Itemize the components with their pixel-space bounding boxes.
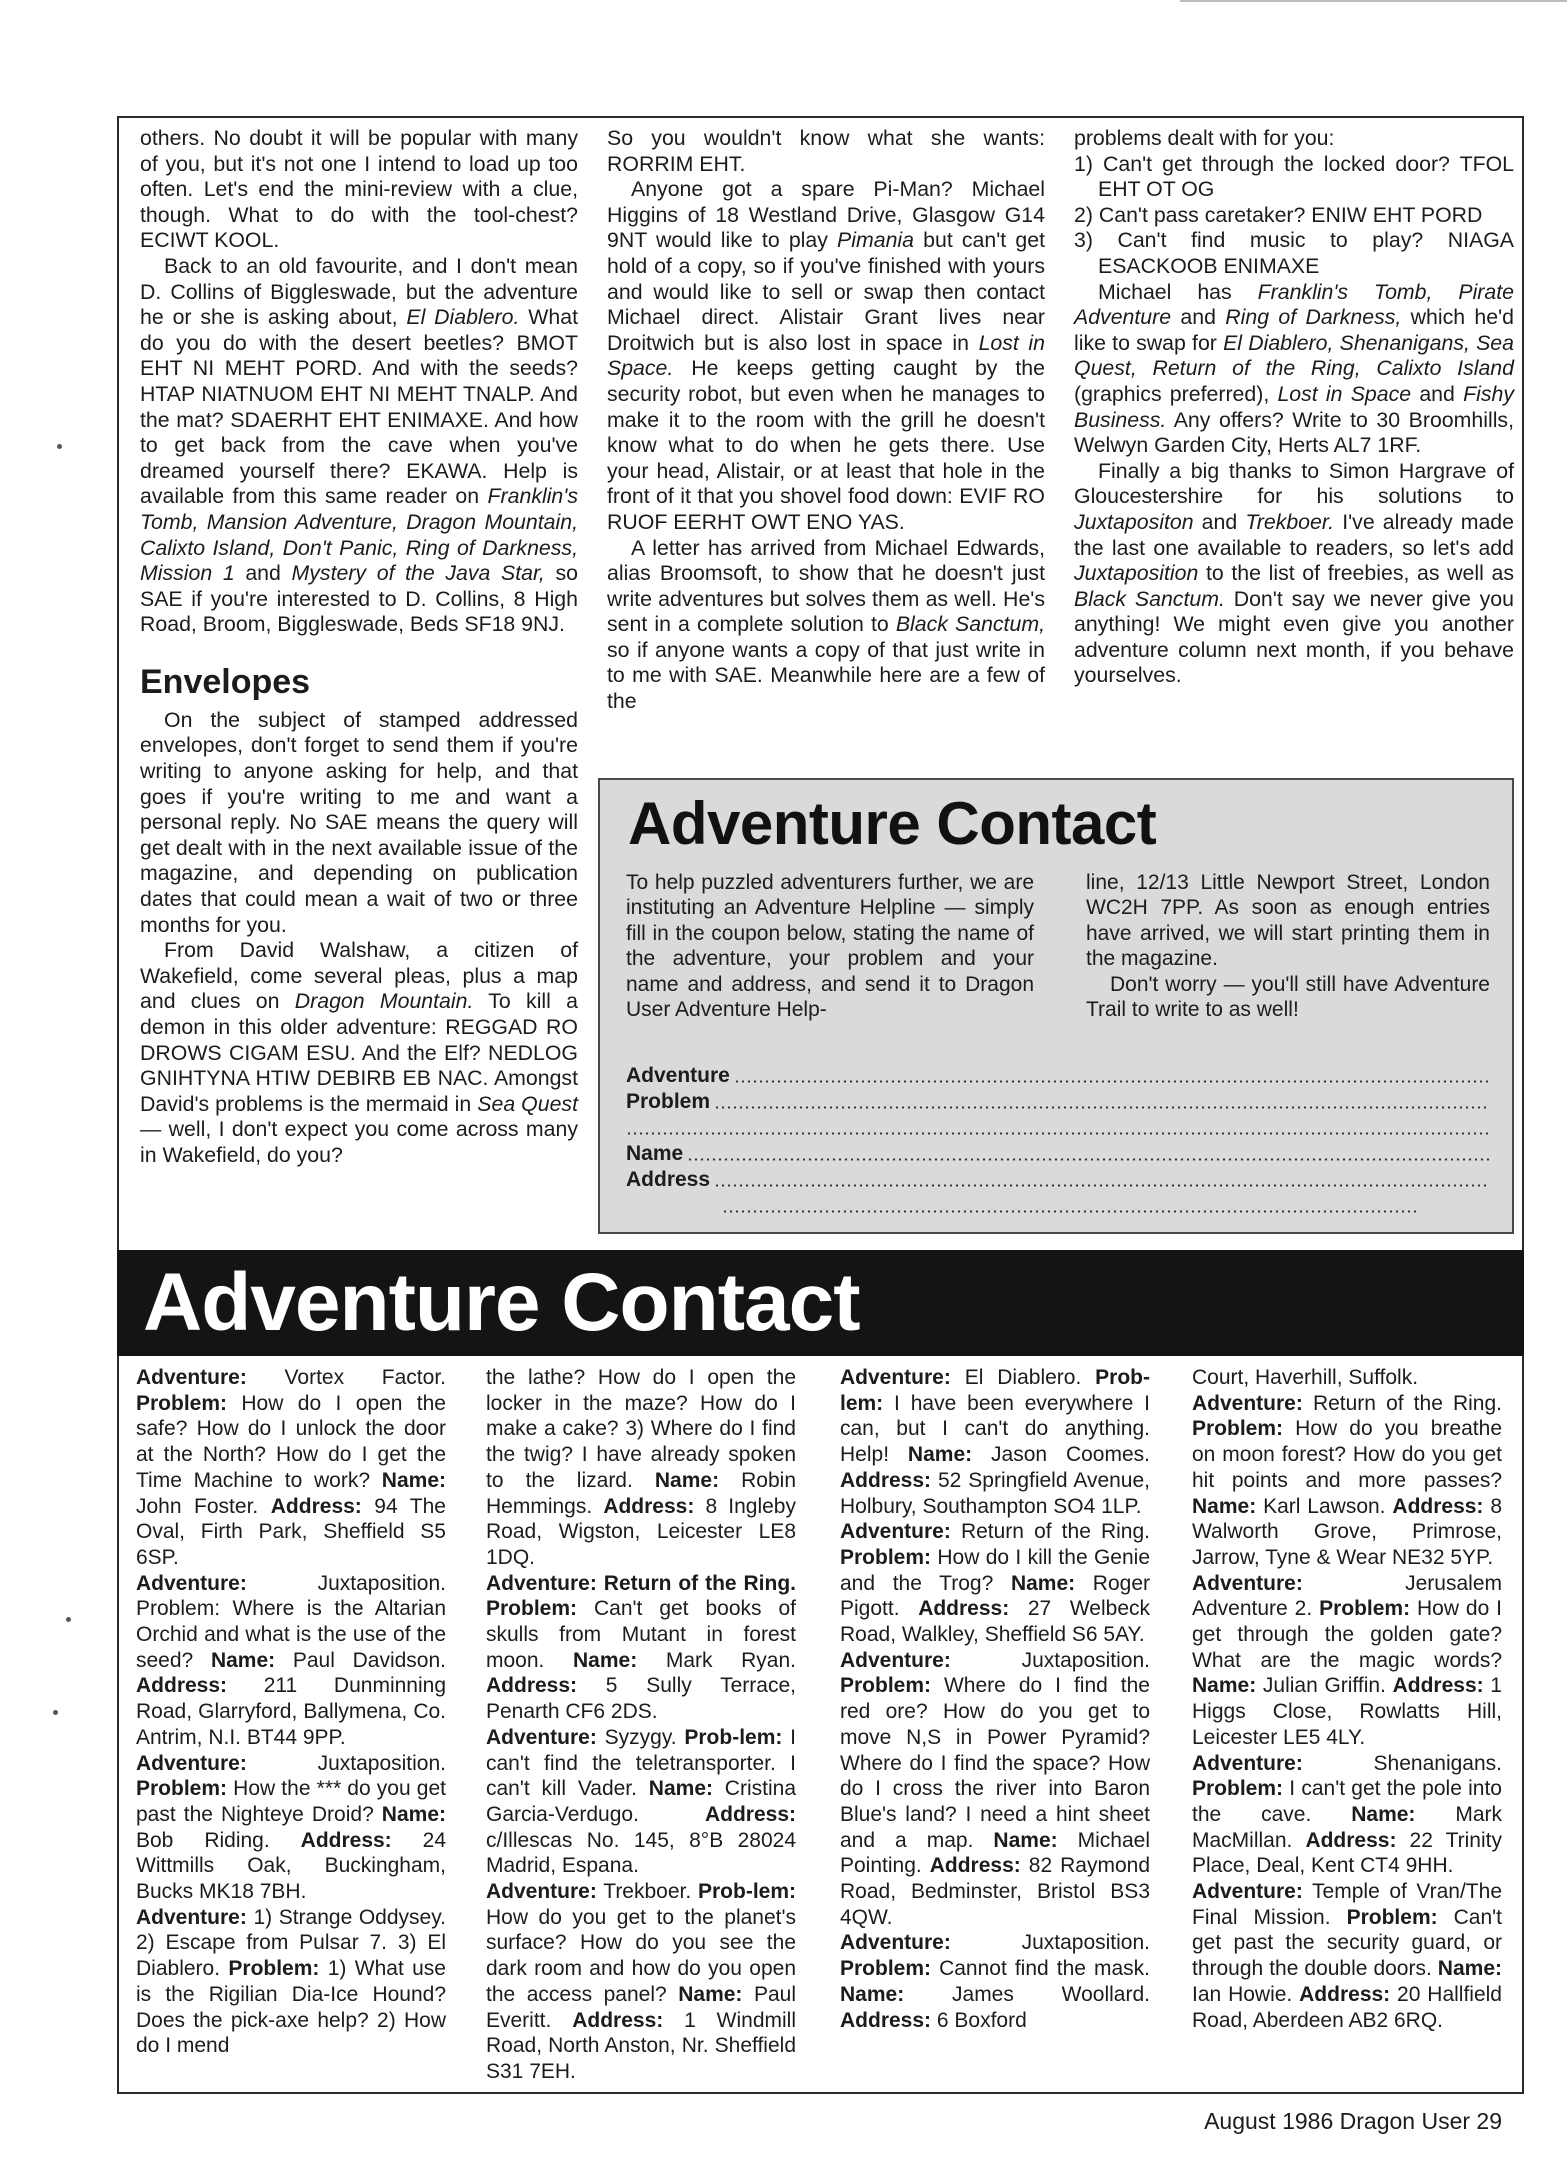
list-item: Adventure: Return of the Ring. Problem: How do you breathe on moon forest? How do you get hit points and more passes? Name: Karl Lawson. Address: 8 Walworth Grove, Primrose, Jarrow, Tyne & Wear NE32 5YP. xyxy=(1192,1391,1502,1569)
dotted-line xyxy=(687,1158,1490,1161)
paragraph: To help puzzled adventurers further, we are instituting an Adventure Helpline — simply fill in the coupon below, stating the name of the adventure, your problem and your name and address, and send it to Dragon User Adventure Help- xyxy=(626,871,1034,1022)
margin-mark xyxy=(53,1710,58,1715)
coupon-name-field[interactable] xyxy=(626,1140,1492,1166)
dotted-line xyxy=(714,1184,1490,1187)
field-label: Name xyxy=(626,1142,684,1165)
list-item: Adventure: Juxtaposition. Problem: Cannot find the mask. Name: James Woollard. Address: 6 Boxford xyxy=(840,1931,1150,2032)
paragraph: From David Walshaw, a citizen of Wakefield, come several pleas, plus a map and clues on Dragon Mountain. To kill a demon in this older adventure: REGGAD RO DROWS CIGAM ESU. And the Elf? NEDLOG GNIHTYNA HTIW DEBIRB EB NAC. Amongst David's problems is the mermaid in Sea Quest — well, I don't expect you come across many in Wakefield, do you? xyxy=(140,938,579,1167)
contact-column-1 xyxy=(136,1365,446,2059)
section-heading: Envelopes xyxy=(140,662,311,701)
adventure-contact-coupon xyxy=(598,778,1514,1234)
list-item: Adventure: Temple of Vran/The Final Mission. Problem: Can't get past the security guard, or through the double doors. Name: Ian Howie. Address: 20 Hallfield Road, Aberdeen AB2 6RQ. xyxy=(1192,1880,1503,2032)
margin-mark xyxy=(57,444,62,449)
dotted-line xyxy=(714,1106,1490,1109)
list-item: 1) Can't get through the locked door? TFOL EHT OT OG xyxy=(1074,151,1514,202)
list-item: Adventure: Juxtaposition. Problem: Where is the Altarian Orchid and what is the use of the seed? Name: Paul Davidson. Address: 211 Dunminning Road, Glarryford, Ballymena, Co. Antrim, N.I. BT44 9PP. xyxy=(136,1571,446,1749)
dotted-line xyxy=(722,1210,1418,1213)
coupon-problem-field-line-2[interactable] xyxy=(626,1114,1492,1140)
list-item: Adventure: El Diablero. Prob-lem: I have been everywhere I can, but I can't do anything. Help! Name: Jason Coomes. Address: 52 Springfield Avenue, Holbury, Southampton SO4 1LP. xyxy=(840,1366,1150,1518)
article-column-3 xyxy=(1074,126,1514,689)
list-item: Adventure: Vortex Factor. Problem: How do I open the safe? How do I unlock the door at the North? How do I get the Time Machine to work? Name: John Foster. Address: 94 The Oval, Firth Park, Sheffield S5 6SP. xyxy=(136,1366,446,1569)
coupon-address-field[interactable] xyxy=(626,1166,1492,1192)
banner-title: Adventure Contact xyxy=(143,1257,860,1348)
list-item: the lathe? How do I open the locker in the maze? How do I make a cake? 3) Where do I find the twig? I have already spoken to the lizard. Name: Robin Hemmings. Address: 8 Ingleby Road, Wigston, Leicester LE8 1DQ. xyxy=(486,1366,796,1569)
contact-column-3 xyxy=(840,1365,1150,2033)
list-item: Adventure: Juxtaposition. Problem: How the *** do you get past the Nighteye Droid? Name: Bob Riding. Address: 24 Wittmills Oak, Buckingham, Bucks MK18 7BH. xyxy=(136,1751,447,1904)
paragraph: line, 12/13 Little Newport Street, London WC2H 7PP. As soon as enough entries have arrived, we will start printing them in the magazine. xyxy=(1086,871,1490,971)
margin-mark xyxy=(66,1617,71,1622)
page-footer: August 1986 Dragon User 29 xyxy=(1204,2108,1502,2134)
article-column-2 xyxy=(607,126,1045,715)
dotted-line xyxy=(734,1080,1490,1083)
list-item: Adventure: Juxtaposition. Problem: Where do I find the red ore? How do you get to move N,S in Power Pyramid? Where do I find the space? How do I cross the river into Baron Blue's land? I need a hint sheet and a map. Name: Michael Pointing. Address: 82 Raymond Road, Bedminster, Bristol BS3 4QW. xyxy=(840,1648,1151,1929)
field-label: Adventure xyxy=(626,1064,730,1087)
coupon-problem-field[interactable] xyxy=(626,1088,1492,1114)
field-label: Problem xyxy=(626,1090,711,1113)
section-banner xyxy=(117,1250,1524,1356)
paragraph: On the subject of stamped addressed envelopes, don't forget to send them if you're writing to anyone asking for help, and that goes if you're writing to me and want a personal reply. No SAE means the query will get dealt with in the next available issue of the magazine, and depending on publication dates that could mean a wait of two or three months for you. xyxy=(140,707,578,937)
paragraph: Don't worry — you'll still have Adventure Trail to write to as well! xyxy=(1086,972,1490,1022)
coupon-address-field-line-2[interactable] xyxy=(626,1192,1492,1218)
list-item: Adventure: Trekboer. Prob-lem: How do you get to the planet's surface? How do you see the dark room and how do you open the access panel? Name: Paul Everitt. Address: 1 Windmill Road, North Anston, Nr. Sheffield S31 7EH. xyxy=(486,1880,796,2083)
coupon-text-right xyxy=(1086,870,1490,1022)
list-item: Adventure: Return of the Ring. Problem: How do I kill the Genie and the Trog? Name: Roger Pigott. Address: 27 Welbeck Road, Walkley, Sheffield S6 5AY. xyxy=(840,1520,1151,1647)
contact-column-4 xyxy=(1192,1365,1502,2033)
list-item: Adventure: Shenanigans. Problem: I can't get the pole into the cave. Name: Mark MacMillan. Address: 22 Trinity Place, Deal, Kent CT4 9HH. xyxy=(1192,1751,1502,1878)
coupon-adventure-field[interactable] xyxy=(626,1062,1492,1088)
paragraph: So you wouldn't know what she wants: RORRIM EHT. xyxy=(607,126,1045,176)
dotted-line xyxy=(626,1132,1490,1135)
coupon-form xyxy=(626,1062,1492,1218)
article-column-1 xyxy=(140,126,578,1169)
contact-column-2 xyxy=(486,1365,796,2085)
list-item: Court, Haverhill, Suffolk. xyxy=(1192,1366,1419,1389)
paragraph: problems dealt with for you: xyxy=(1074,126,1335,150)
paragraph: Anyone got a spare Pi-Man? Michael Higgins of 18 Westland Drive, Glasgow G14 9NT would like to play Pimania but can't get hold of a copy, so if you've finished with yours and would like to sell or swap then contact Michael direct. Alistair Grant lives near Droitwich but is also lost in space in Lost in Space. He keeps getting caught by the security robot, but even when he manages to make it to the room with the grill he doesn't know what to do when he gets there. Use your head, Alistair, or at least that hole in the front of it that you shovel food down: EVIF RO RUOF EERHT OWT ENO YAS. xyxy=(607,177,1045,534)
top-rule xyxy=(1180,0,1567,2)
paragraph: Michael has Franklin's Tomb, Pirate Adventure and Ring of Darkness, which he'd like to swap for El Diablero, Shenanigans, Sea Quest, Return of the Ring, Calixto Island (graphics preferred), Lost in Space and Fishy Business. Any offers? Write to 30 Broomhills, Welwyn Garden City, Herts AL7 1RF. xyxy=(1074,279,1515,458)
list-item: 3) Can't find music to play? NIAGA ESACKOOB ENIMAXE xyxy=(1074,228,1514,278)
list-item: 2) Can't pass caretaker? ENIW EHT PORD xyxy=(1074,202,1483,227)
paragraph: Back to an old favourite, and I don't mean D. Collins of Biggleswade, but the adventure he or she is asking about, El Diablero. What do you do with the desert beetles? BMOT EHT NI MEHT PORD. And with the seeds? HTAP NIATNUOM EHT NI MEHT TNALP. And the mat? SDAERHT EHT ENIMAXE. And how to get back from the cave when you've dreamed yourself there? EKAWA. Help is available from this same reader on Franklin's Tomb, Mansion Adventure, Dragon Mountain, Calixto Island, Don't Panic, Ring of Darkness, Mission 1 and Mystery of the Java Star, so SAE if you're interested to D. Collins, 8 High Road, Broom, Biggleswade, Beds SF18 9NJ. xyxy=(140,253,578,637)
list-item: Adventure: 1) Strange Oddysey. 2) Escape from Pulsar 7. 3) El Diablero. Problem: 1) What use is the Rigilian Dia-Ice Hound? Does the pick-axe help? 2) How do I mend xyxy=(136,1905,446,2058)
paragraph: Finally a big thanks to Simon Hargrave of Gloucestershire for his solutions to Juxtapositon and Trekboer. I've already made the last one available to readers, so let's add Juxtaposition to the list of freebies, as well as Black Sanctum. Don't say we never give you anything! We might even give you another adventure column next month, if you behave yourselves. xyxy=(1074,458,1514,688)
list-item: Adventure: Jerusalem Adventure 2. Problem: How do I get through the golden gate? What are the magic words? Name: Julian Griffin. Address: 1 Higgs Close, Rowlatts Hill, Leicester LE5 4LY. xyxy=(1192,1571,1502,1749)
field-label: Address xyxy=(626,1168,711,1191)
paragraph: A letter has arrived from Michael Edwards, alias Broomsoft, to show that he doesn't just write adventures but solves them as well. He's sent in a complete solution to Black Sanctum, so if anyone wants a copy of that just write in to me with SAE. Meanwhile here are a few of the xyxy=(607,535,1045,714)
coupon-text-left xyxy=(626,870,1034,1022)
paragraph: others. No doubt it will be popular with many of you, but it's not one I intend to load up too often. Let's end the mini-review with a clue, though. What to do with the tool-chest? ECIWT KOOL. xyxy=(140,126,578,253)
coupon-title: Adventure Contact xyxy=(628,790,1157,857)
list-item: Adventure: Return of the Ring. Problem: Can't get books of skulls from Mutant in forest moon. Name: Mark Ryan. Address: 5 Sully Terrace, Penarth CF6 2DS. xyxy=(486,1571,796,1724)
list-item: Adventure: Syzygy. Prob-lem: I can't find the teletransporter. I can't kill Vader. Name: Cristina Garcia-Verdugo. Address: c/Illescas No. 145, 8°B 28024 Madrid, Espana. xyxy=(486,1725,796,1878)
